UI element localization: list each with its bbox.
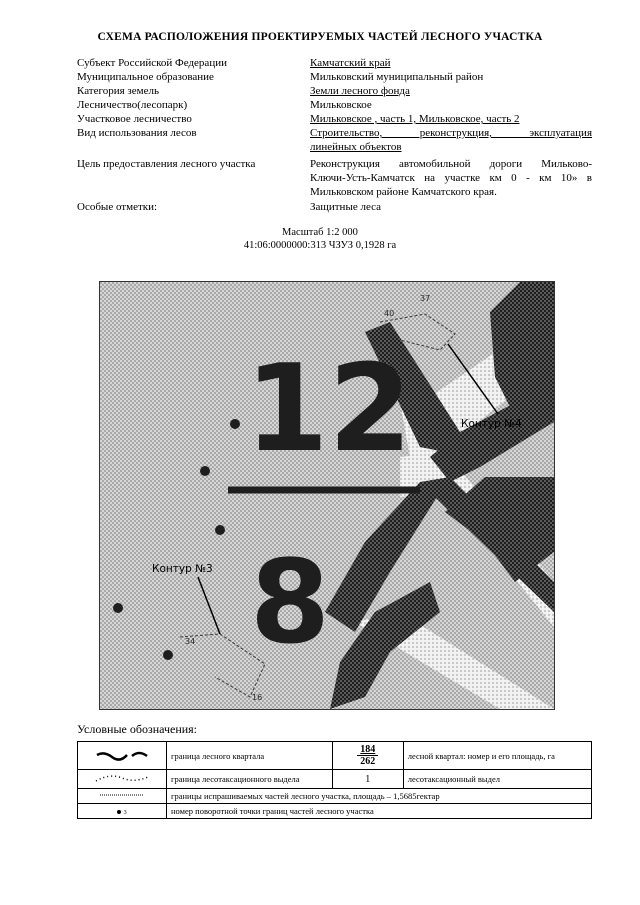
purpose-value-line2: Ключи-Усть-Камчатск на участке км 0 - км 10» в <box>310 172 592 184</box>
info-row-forest-use <box>77 126 592 154</box>
info-row-subject <box>77 56 592 70</box>
cadastral-text: 41:06:0000000:313 ЧЗУЗ 0,1928 га <box>243 240 397 251</box>
legend-row-quarter-boundary <box>78 742 592 770</box>
legend-symbol-quarter-boundary <box>78 742 167 770</box>
map-dot <box>113 603 123 613</box>
point-label-16: 16 <box>252 693 263 702</box>
scale-text: Масштаб 1:2 000 <box>282 227 358 238</box>
legend-row-taxation-boundary <box>78 770 592 789</box>
point-label-40: 40 <box>384 309 395 318</box>
forestry-value: Мильковское <box>310 99 372 111</box>
contour-4-label: Контур №4 <box>461 418 522 430</box>
legend-taxation-number: 1 <box>332 770 403 789</box>
map-dot <box>200 466 210 476</box>
map-canvas <box>100 282 554 709</box>
legend-text-quarter-boundary: граница лесного квартала <box>167 742 333 770</box>
purpose-value-line3: Мильковском районе Камчатского края. <box>310 186 497 198</box>
subject-label: Субъект Российской Федерации <box>77 57 227 69</box>
quarter-boundary-icon <box>92 749 152 761</box>
legend-quarter-number: 184 <box>357 744 378 756</box>
forest-use-value-line1: Строительство, реконструкция, эксплуатация <box>310 127 592 139</box>
forest-use-value <box>310 126 592 154</box>
legend-row-requested-parts <box>78 789 592 804</box>
legend-quarter-area: 262 <box>360 756 376 767</box>
land-category-value: Земли лесного фонда <box>310 85 410 97</box>
notes-label: Особые отметки: <box>77 201 158 213</box>
map-scheme <box>99 281 555 710</box>
point-label-37: 37 <box>420 294 431 303</box>
land-category-label: Категория земель <box>77 85 159 97</box>
info-row-notes <box>77 200 592 214</box>
purpose-label: Цель предоставления лесного участка <box>77 158 256 170</box>
quarter-number-top: 12 <box>245 340 412 479</box>
subject-value: Камчатский край <box>310 57 391 69</box>
page-title: СХЕМА РАСПОЛОЖЕНИЯ ПРОЕКТИРУЕМЫХ ЧАСТЕЙ ЛЕСНОГО УЧАСТКА <box>97 31 543 43</box>
info-row-forestry <box>77 98 592 112</box>
legend-text-requested-parts: границы испрашиваемых частей лесного участка, площадь – 1,5685гектар <box>167 789 592 804</box>
turning-point-sample-label: 3 <box>123 810 127 816</box>
quarter-number-bottom: 8 <box>250 536 331 670</box>
district-forestry-value: Мильковское , часть 1, Мильковское, часть 2 <box>310 113 520 125</box>
purpose-value <box>310 157 592 199</box>
legend-desc-taxation: лесотаксационный выдел <box>403 770 591 789</box>
municipality-value: Мильковский муниципальный район <box>310 71 484 83</box>
contour-3-label: Контур №3 <box>152 563 213 575</box>
legend-symbol-requested-parts <box>78 789 167 804</box>
purpose-value-line1: Реконструкция автомобильной дороги Мильково- <box>310 158 592 170</box>
legend-symbol-turning-point <box>78 804 167 819</box>
legend-text-taxation-boundary: граница лесотаксационного выдела <box>167 770 333 789</box>
taxation-boundary-icon <box>92 772 152 784</box>
legend-text-turning-point: номер поворотной точки границ частей лесного участка <box>167 804 592 819</box>
district-forestry-label: Участковое лесничество <box>77 113 192 125</box>
legend-symbol-taxation-boundary <box>78 770 167 789</box>
point-label-34: 34 <box>185 637 196 646</box>
forest-use-label: Вид использования лесов <box>77 127 197 139</box>
legend-table <box>77 741 592 819</box>
info-row-purpose <box>77 157 592 199</box>
legend-title: Условные обозначения: <box>77 722 198 736</box>
info-row-land-category <box>77 84 592 98</box>
legend-quarter-fraction <box>332 742 403 770</box>
forestry-label: Лесничество(лесопарк) <box>77 99 188 111</box>
turning-point-dot-icon <box>117 810 121 814</box>
requested-parts-line-icon <box>92 791 152 799</box>
map-dot <box>215 525 225 535</box>
info-block <box>77 56 592 214</box>
legend-desc-quarter: лесной квартал: номер и его площадь, га <box>403 742 591 770</box>
map-dot <box>230 419 240 429</box>
info-row-district-forestry <box>77 112 592 126</box>
forest-use-value-line2: линейных объектов <box>310 141 402 153</box>
map-dot <box>163 650 173 660</box>
municipality-label: Муниципальное образование <box>77 71 214 83</box>
info-row-municipality <box>77 70 592 84</box>
legend-row-turning-point <box>78 804 592 819</box>
notes-value: Защитные леса <box>310 201 382 213</box>
